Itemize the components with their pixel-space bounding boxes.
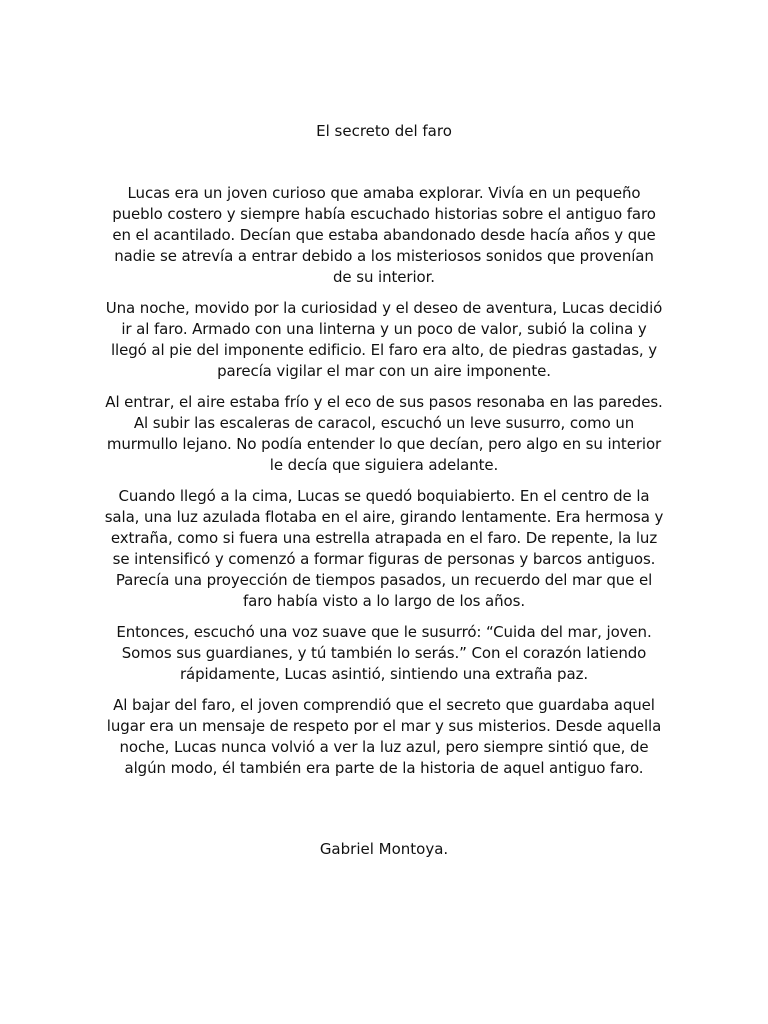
document-title: El secreto del faro xyxy=(316,122,452,140)
paragraph: Una noche, movido por la curiosidad y el deseo de aventura, Lucas decidió ir al faro. Armado con una linterna y un poco de valor, subió la colina y llegó al pie del imponente edificio. El faro era alto, de piedras gastadas, y parecía vigilar el mar con un aire imponente. xyxy=(105,299,663,380)
paragraph: Al entrar, el aire estaba frío y el eco de sus pasos resonaba en las paredes. Al subir las escaleras de caracol, escuchó un leve susurro, como un murmullo lejano. No podía entender lo que decían, pero algo en su interior le decía que siguiera adelante. xyxy=(105,393,663,474)
paragraph: Lucas era un joven curioso que amaba explorar. Vivía en un pequeño pueblo costero y siempre había escuchado historias sobre el antiguo faro en el acantilado. Decían que estaba abandonado desde hacía años y que nadie se atrevía a entrar debido a los misteriosos sonidos que provenían de su interior. xyxy=(112,184,656,286)
paragraph: Cuando llegó a la cima, Lucas se quedó boquiabierto. En el centro de la sala, una luz azulada flotaba en el aire, girando lentamente. Era hermosa y extraña, como si fuera una estrella atrapada en el faro. De repente, la luz se intensificó y comenzó a formar figuras de personas y barcos antiguos. Parecía una proyección de tiempos pasados, un recuerdo del mar que el faro había visto a lo largo de los años. xyxy=(104,487,664,610)
document-body xyxy=(104,183,664,789)
author-signature: Gabriel Montoya. xyxy=(319,840,449,858)
paragraph: Entonces, escuchó una voz suave que le susurró: “Cuida del mar, joven. Somos sus guardianes, y tú también lo serás.” Con el corazón latiendo rápidamente, Lucas asintió, sintiendo una extraña paz. xyxy=(116,623,652,683)
paragraph: Al bajar del faro, el joven comprendió que el secreto que guardaba aquel lugar era un mensaje de respeto por el mar y sus misterios. Desde aquella noche, Lucas nunca volvió a ver la luz azul, pero siempre sintió que, de algún modo, él también era parte de la historia de aquel antiguo faro. xyxy=(106,696,662,777)
